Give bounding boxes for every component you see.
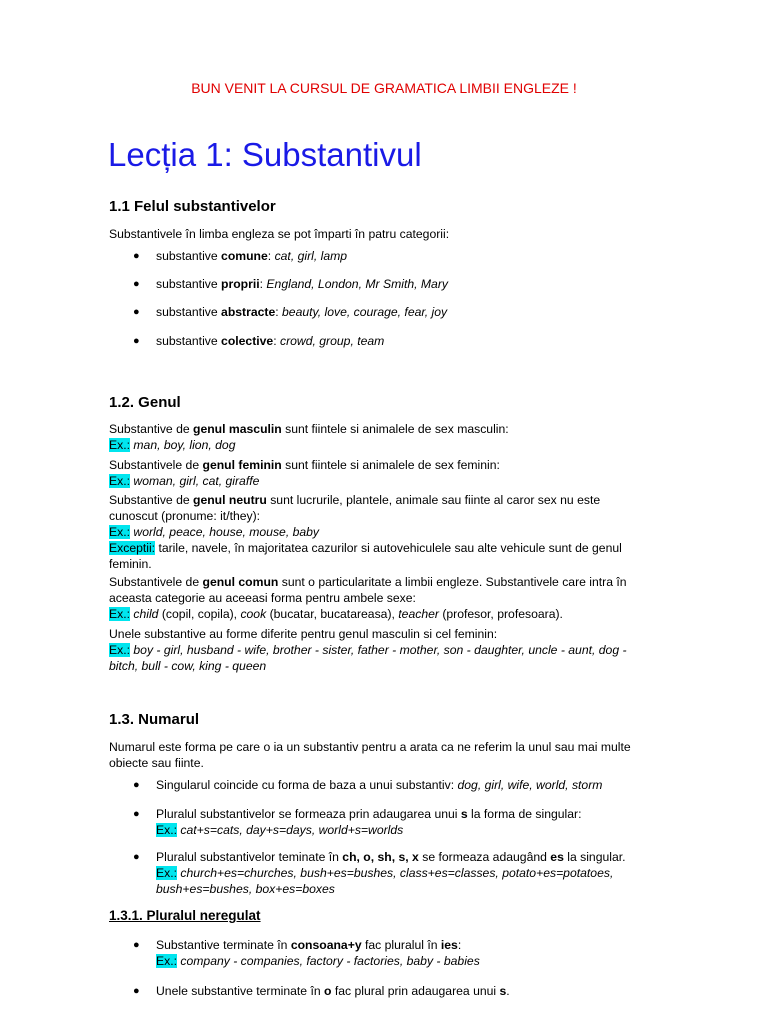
paragraph-feminin: Substantivele de genul feminin sunt fiintele si animalele de sex feminin: Ex.: woman, girl, cat, giraffe	[109, 458, 500, 488]
bullet-icon: ●	[133, 306, 140, 318]
bullet-icon: ●	[133, 939, 140, 951]
list-item: ● substantive proprii: England, London, Mr Smith, Mary	[133, 277, 448, 291]
list-item: ● substantive abstracte: beauty, love, courage, fear, joy	[133, 305, 448, 319]
bullet-icon: ●	[133, 250, 140, 262]
paragraph-masculin: Substantive de genul masculin sunt fiintele si animalele de sex masculin: Ex.: man, boy, lion, dog	[109, 422, 509, 452]
example-label: Ex.:	[109, 438, 130, 452]
bullet-icon: ●	[133, 278, 140, 290]
exception-label: Exceptii:	[109, 541, 156, 555]
list-item: ● Pluralul substantivelor teminate în ch, o, sh, s, x se formeaza adaugând es la singular. Ex.: church+es=churches, bush+es=bushes, class+es=classes, potato+es=potatoes, bush+es=bushes, box+es=boxes	[133, 850, 626, 896]
section-heading-numarul: 1.3. Numarul	[109, 711, 200, 728]
list-item: ● Unele substantive terminate în o fac plural prin adaugarea unui s.	[133, 984, 510, 998]
list-item: ● Pluralul substantivelor se formeaza prin adaugarea unui s la forma de singular: Ex.: cat+s=cats, day+s=days, world+s=worlds	[133, 807, 582, 837]
bullet-icon: ●	[133, 335, 140, 347]
section-heading-genul: 1.2. Genul	[109, 394, 181, 411]
list-item: ● substantive comune: cat, girl, lamp	[133, 249, 348, 263]
example-label: Ex.:	[156, 866, 177, 880]
example-label: Ex.:	[109, 643, 130, 657]
list-item: ● Singularul coincide cu forma de baza a unui substantiv: dog, girl, wife, world, storm	[133, 778, 603, 792]
bullet-icon: ●	[133, 985, 140, 997]
list-item: ● substantive colective: crowd, group, team	[133, 334, 385, 348]
bullet-icon: ●	[133, 779, 140, 791]
welcome-banner: BUN VENIT LA CURSUL DE GRAMATICA LIMBII ENGLEZE !	[191, 80, 577, 96]
list-item: ● Substantive terminate în consoana+y fac pluralul în ies: Ex.: company - companies, factory - factories, baby - babies	[133, 938, 480, 968]
example-label: Ex.:	[156, 954, 177, 968]
example-label: Ex.:	[109, 607, 130, 621]
example-label: Ex.:	[109, 525, 130, 539]
paragraph-numarul: Numarul este forma pe care o ia un substantiv pentru a arata ca ne referim la unul sau mai multe obiecte sau fiinte.	[109, 740, 631, 770]
section-heading-felul: 1.1 Felul substantivelor	[109, 198, 276, 215]
section-intro: Substantivele în limba engleza se pot împarti în patru categorii:	[109, 227, 450, 241]
bullet-icon: ●	[133, 808, 140, 820]
lesson-title: Lecția 1: Substantivul	[108, 136, 422, 173]
paragraph-neutru: Substantive de genul neutru sunt lucrurile, plantele, animale sau fiinte al caror sex nu este cunoscut (pronume: it/they): Ex.: world, peace, house, mouse, baby Exceptii: tarile, navele, în majoritatea cazurilor si autovehiculele sau alte vehicule sunt de genul feminin.	[109, 493, 622, 571]
example-label: Ex.:	[156, 823, 177, 837]
paragraph-forme-diferite: Unele substantive au forme diferite pentru genul masculin si cel feminin: Ex.: boy - girl, husband - wife, brother - sister, father - mother, son - daughter, uncle - aunt, dog - bitch, bull - cow, king - queen	[109, 627, 627, 673]
example-label: Ex.:	[109, 474, 130, 488]
paragraph-comun: Substantivele de genul comun sunt o particularitate a limbii engleze. Substantivele care intra în aceasta categorie au aceeasi forma pentru ambele sexe: Ex.: child (copil, copila), cook (bucatar, bucatareasa), teacher (profesor, profesoara).	[109, 575, 627, 621]
section-heading-plural-neregulat: 1.3.1. Pluralul neregulat	[109, 908, 261, 923]
bullet-icon: ●	[133, 851, 140, 863]
